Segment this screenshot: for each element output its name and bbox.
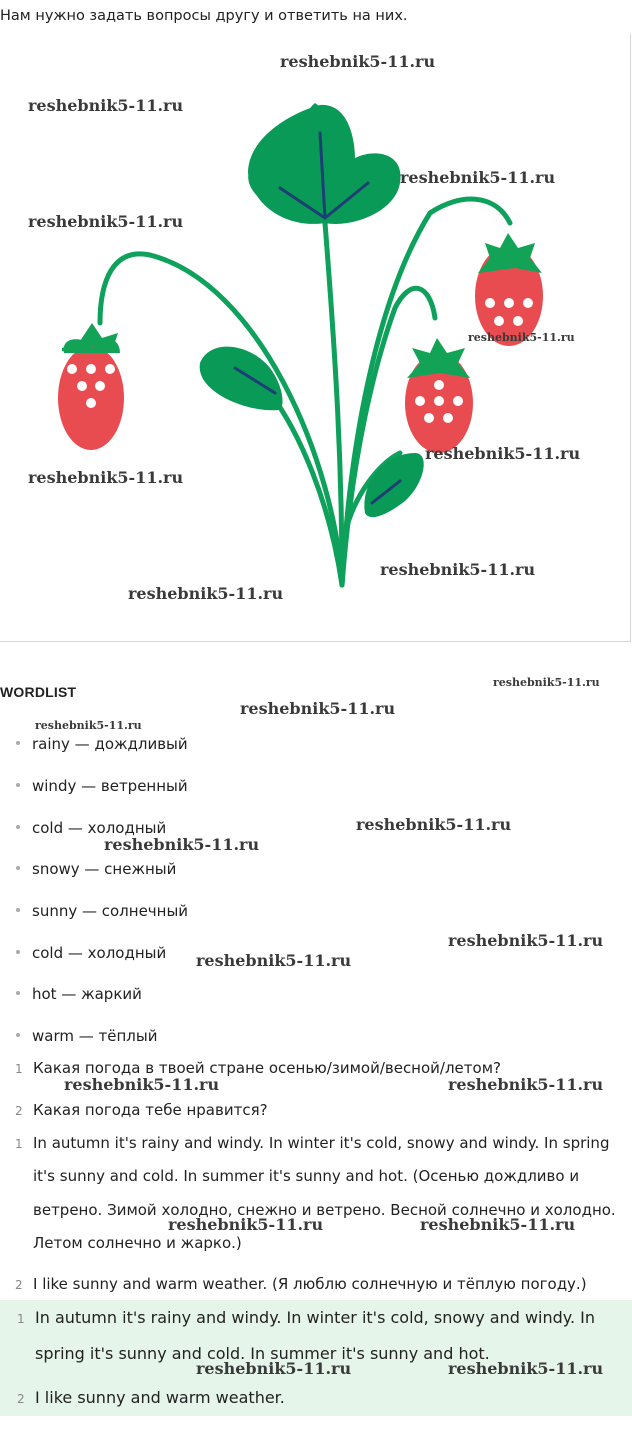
wordlist-item: sunny — солнечный	[16, 902, 188, 920]
watermark: reshebnik5-11.ru	[420, 1215, 576, 1234]
wordlist-item: snowy — снежный	[16, 860, 176, 878]
answer-line: ветрено. Зимой холодно, снежно и ветрено. Весной солнечно и холодно.	[33, 1201, 616, 1219]
watermark: reshebnik5-11.ru	[380, 560, 536, 579]
answer-number: 2	[15, 1278, 23, 1292]
question-text: Какая погода в твоей стране осенью/зимой/весной/летом?	[33, 1059, 501, 1077]
watermark: reshebnik5-11.ru	[35, 719, 142, 732]
watermark: reshebnik5-11.ru	[356, 815, 512, 834]
watermark: reshebnik5-11.ru	[168, 1215, 324, 1234]
answer-line: I like sunny and warm weather. (Я люблю солнечную и тёплую погоду.)	[33, 1275, 587, 1293]
wordlist-item: windy — ветренный	[16, 777, 188, 795]
answer-line: I like sunny and warm weather.	[35, 1388, 285, 1407]
watermark: reshebnik5-11.ru	[28, 468, 184, 487]
watermark: reshebnik5-11.ru	[448, 1359, 604, 1378]
strawberry-illustration	[0, 33, 631, 642]
watermark: reshebnik5-11.ru	[104, 835, 260, 854]
question-number: 2	[15, 1104, 23, 1118]
answer-number: 2	[17, 1392, 25, 1406]
intro-text: Нам нужно задать вопросы другу и ответить на них.	[0, 8, 408, 24]
watermark: reshebnik5-11.ru	[468, 331, 575, 344]
answer-line: spring it's sunny and cold. In summer it's sunny and hot.	[35, 1344, 490, 1363]
wordlist-item: cold — холодный	[16, 819, 166, 837]
watermark: reshebnik5-11.ru	[196, 1359, 352, 1378]
question-text: Какая погода тебе нравится?	[33, 1101, 268, 1119]
wordlist-item: warm — тёплый	[16, 1027, 157, 1045]
strawberry-plant-drawing	[0, 33, 631, 642]
final-answer-box	[0, 1300, 632, 1416]
watermark: reshebnik5-11.ru	[448, 1075, 604, 1094]
answer-line: In autumn it's rainy and windy. In winter it's cold, snowy and windy. In spring	[33, 1134, 610, 1152]
watermark: reshebnik5-11.ru	[196, 951, 352, 970]
watermark: reshebnik5-11.ru	[280, 52, 436, 71]
wordlist-item: rainy — дождливый	[16, 735, 188, 753]
watermark: reshebnik5-11.ru	[64, 1075, 220, 1094]
wordlist-heading: WORDLIST	[0, 684, 77, 700]
answer-number: 1	[15, 1137, 23, 1151]
watermark: reshebnik5-11.ru	[128, 584, 284, 603]
watermark: reshebnik5-11.ru	[448, 931, 604, 950]
strawberry-right-middle	[405, 338, 473, 453]
watermark: reshebnik5-11.ru	[425, 444, 581, 463]
watermark: reshebnik5-11.ru	[28, 212, 184, 231]
answer-line: In autumn it's rainy and windy. In winter it's cold, snowy and windy. In	[35, 1308, 595, 1327]
answer-number: 1	[17, 1312, 25, 1326]
watermark: reshebnik5-11.ru	[493, 676, 600, 689]
strawberry-left	[58, 323, 124, 450]
wordlist-item: cold — холодный	[16, 944, 166, 962]
question-number: 1	[15, 1062, 23, 1076]
watermark: reshebnik5-11.ru	[28, 96, 184, 115]
watermark: reshebnik5-11.ru	[400, 168, 556, 187]
watermark: reshebnik5-11.ru	[240, 699, 396, 718]
wordlist-item: hot — жаркий	[16, 985, 142, 1003]
answer-line: Летом солнечно и жарко.)	[33, 1234, 242, 1252]
answer-line: it's sunny and cold. In summer it's sunny and hot. (Осенью дождливо и	[33, 1167, 580, 1185]
strawberry-right-top	[475, 233, 543, 346]
